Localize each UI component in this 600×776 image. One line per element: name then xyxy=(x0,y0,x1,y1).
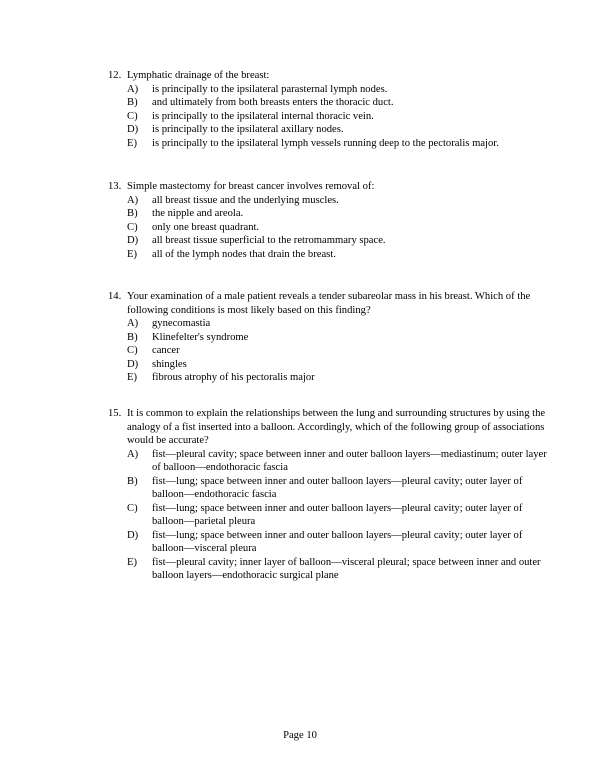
answer-option xyxy=(127,448,548,475)
question-number: 14. xyxy=(108,291,122,302)
option-letter: E) xyxy=(127,556,137,568)
option-text: shingles xyxy=(152,358,187,370)
answer-options xyxy=(127,448,548,583)
option-letter: B) xyxy=(127,331,138,343)
option-text: all of the lymph nodes that drain the breast. xyxy=(152,248,336,260)
option-letter: D) xyxy=(127,358,139,370)
question-stem xyxy=(108,407,548,448)
option-text: is principally to the ipsilateral axillary nodes. xyxy=(152,124,344,135)
option-letter: C) xyxy=(127,221,138,233)
option-text: only one breast quadrant. xyxy=(152,221,260,233)
option-letter: C) xyxy=(127,110,138,122)
option-text: fist—lung; space between inner and outer balloon layers—pleural cavity; outer layer of balloon—endothoracic fascia xyxy=(152,475,523,500)
answer-options xyxy=(127,317,548,385)
answer-option xyxy=(127,221,548,235)
option-text: fist—pleural cavity; space between inner and outer balloon layers—mediastinum; outer layer of balloon—endothoracic fascia xyxy=(152,448,547,473)
answer-option xyxy=(127,475,548,502)
option-letter: B) xyxy=(127,208,138,219)
question-text: Lymphatic drainage of the breast: xyxy=(127,70,270,81)
option-text: fist—lung; space between inner and outer balloon layers—pleural cavity; outer layer of balloon—visceral pleura xyxy=(152,529,523,554)
answer-option xyxy=(127,207,548,221)
option-text: all breast tissue superficial to the retromammary space. xyxy=(152,235,386,246)
option-text: is principally to the ipsilateral internal thoracic vein. xyxy=(152,110,374,122)
option-text: gynecomastia xyxy=(152,318,211,329)
answer-option xyxy=(127,123,548,137)
question-stem xyxy=(108,69,548,83)
question-15 xyxy=(108,407,548,583)
answer-option xyxy=(127,331,548,345)
page-number: Page 10 xyxy=(283,730,317,741)
question-stem xyxy=(108,180,548,194)
option-letter: D) xyxy=(127,235,139,246)
option-text: and ultimately from both breasts enters the thoracic duct. xyxy=(152,97,394,108)
option-text: fist—lung; space between inner and outer balloon layers—pleural cavity; outer layer of balloon—parietal pleura xyxy=(152,502,523,527)
option-letter: D) xyxy=(127,124,139,135)
question-14 xyxy=(108,290,548,385)
answer-option xyxy=(127,110,548,124)
question-13 xyxy=(108,180,548,261)
option-text: cancer xyxy=(152,345,180,356)
option-letter: A) xyxy=(127,83,139,95)
answer-option xyxy=(127,248,548,262)
option-text: the nipple and areola. xyxy=(152,208,244,219)
question-number: 13. xyxy=(108,181,122,192)
answer-option xyxy=(127,137,548,151)
answer-option xyxy=(127,194,548,208)
question-number: 12. xyxy=(108,70,122,81)
option-letter: B) xyxy=(127,475,138,487)
answer-option xyxy=(127,529,548,556)
option-letter: E) xyxy=(127,248,137,260)
option-letter: A) xyxy=(127,194,139,206)
question-stem xyxy=(108,290,548,317)
question-text: Simple mastectomy for breast cancer involves removal of: xyxy=(127,181,375,192)
answer-option xyxy=(127,371,548,385)
option-letter: C) xyxy=(127,345,138,356)
answer-option xyxy=(127,502,548,529)
option-text: fist—pleural cavity; inner layer of balloon—visceral pleural; space between inner and outer balloon layers—endothoracic surgical plane xyxy=(152,556,541,581)
option-letter: C) xyxy=(127,502,138,514)
option-text: is principally to the ipsilateral parasternal lymph nodes. xyxy=(152,83,388,95)
option-letter: D) xyxy=(127,529,139,541)
answer-option xyxy=(127,83,548,97)
option-letter: E) xyxy=(127,137,137,149)
option-letter: A) xyxy=(127,448,139,460)
option-text: Klinefelter's syndrome xyxy=(152,331,249,343)
question-12 xyxy=(108,69,548,150)
option-text: fibrous atrophy of his pectoralis major xyxy=(152,372,315,383)
answer-option xyxy=(127,317,548,331)
answer-option xyxy=(127,344,548,358)
answer-option xyxy=(127,234,548,248)
option-letter: B) xyxy=(127,97,138,108)
answer-option xyxy=(127,556,548,583)
question-text: It is common to explain the relationships between the lung and surrounding structures by using the analogy of a fist inserted into a balloon. Accordingly, which of the following group of associations would be accurate? xyxy=(127,408,546,446)
answer-option xyxy=(127,96,548,110)
question-text: Your examination of a male patient reveals a tender subareolar mass in his breast. Which of the following conditions is most likely based on this finding? xyxy=(127,291,531,316)
answer-options xyxy=(127,83,548,151)
option-letter: A) xyxy=(127,318,139,329)
answer-option xyxy=(127,358,548,372)
option-text: all breast tissue and the underlying muscles. xyxy=(152,194,339,206)
question-number: 15. xyxy=(108,408,122,419)
option-letter: E) xyxy=(127,372,137,383)
answer-options xyxy=(127,194,548,262)
option-text: is principally to the ipsilateral lymph vessels running deep to the pectoralis major. xyxy=(152,137,499,149)
